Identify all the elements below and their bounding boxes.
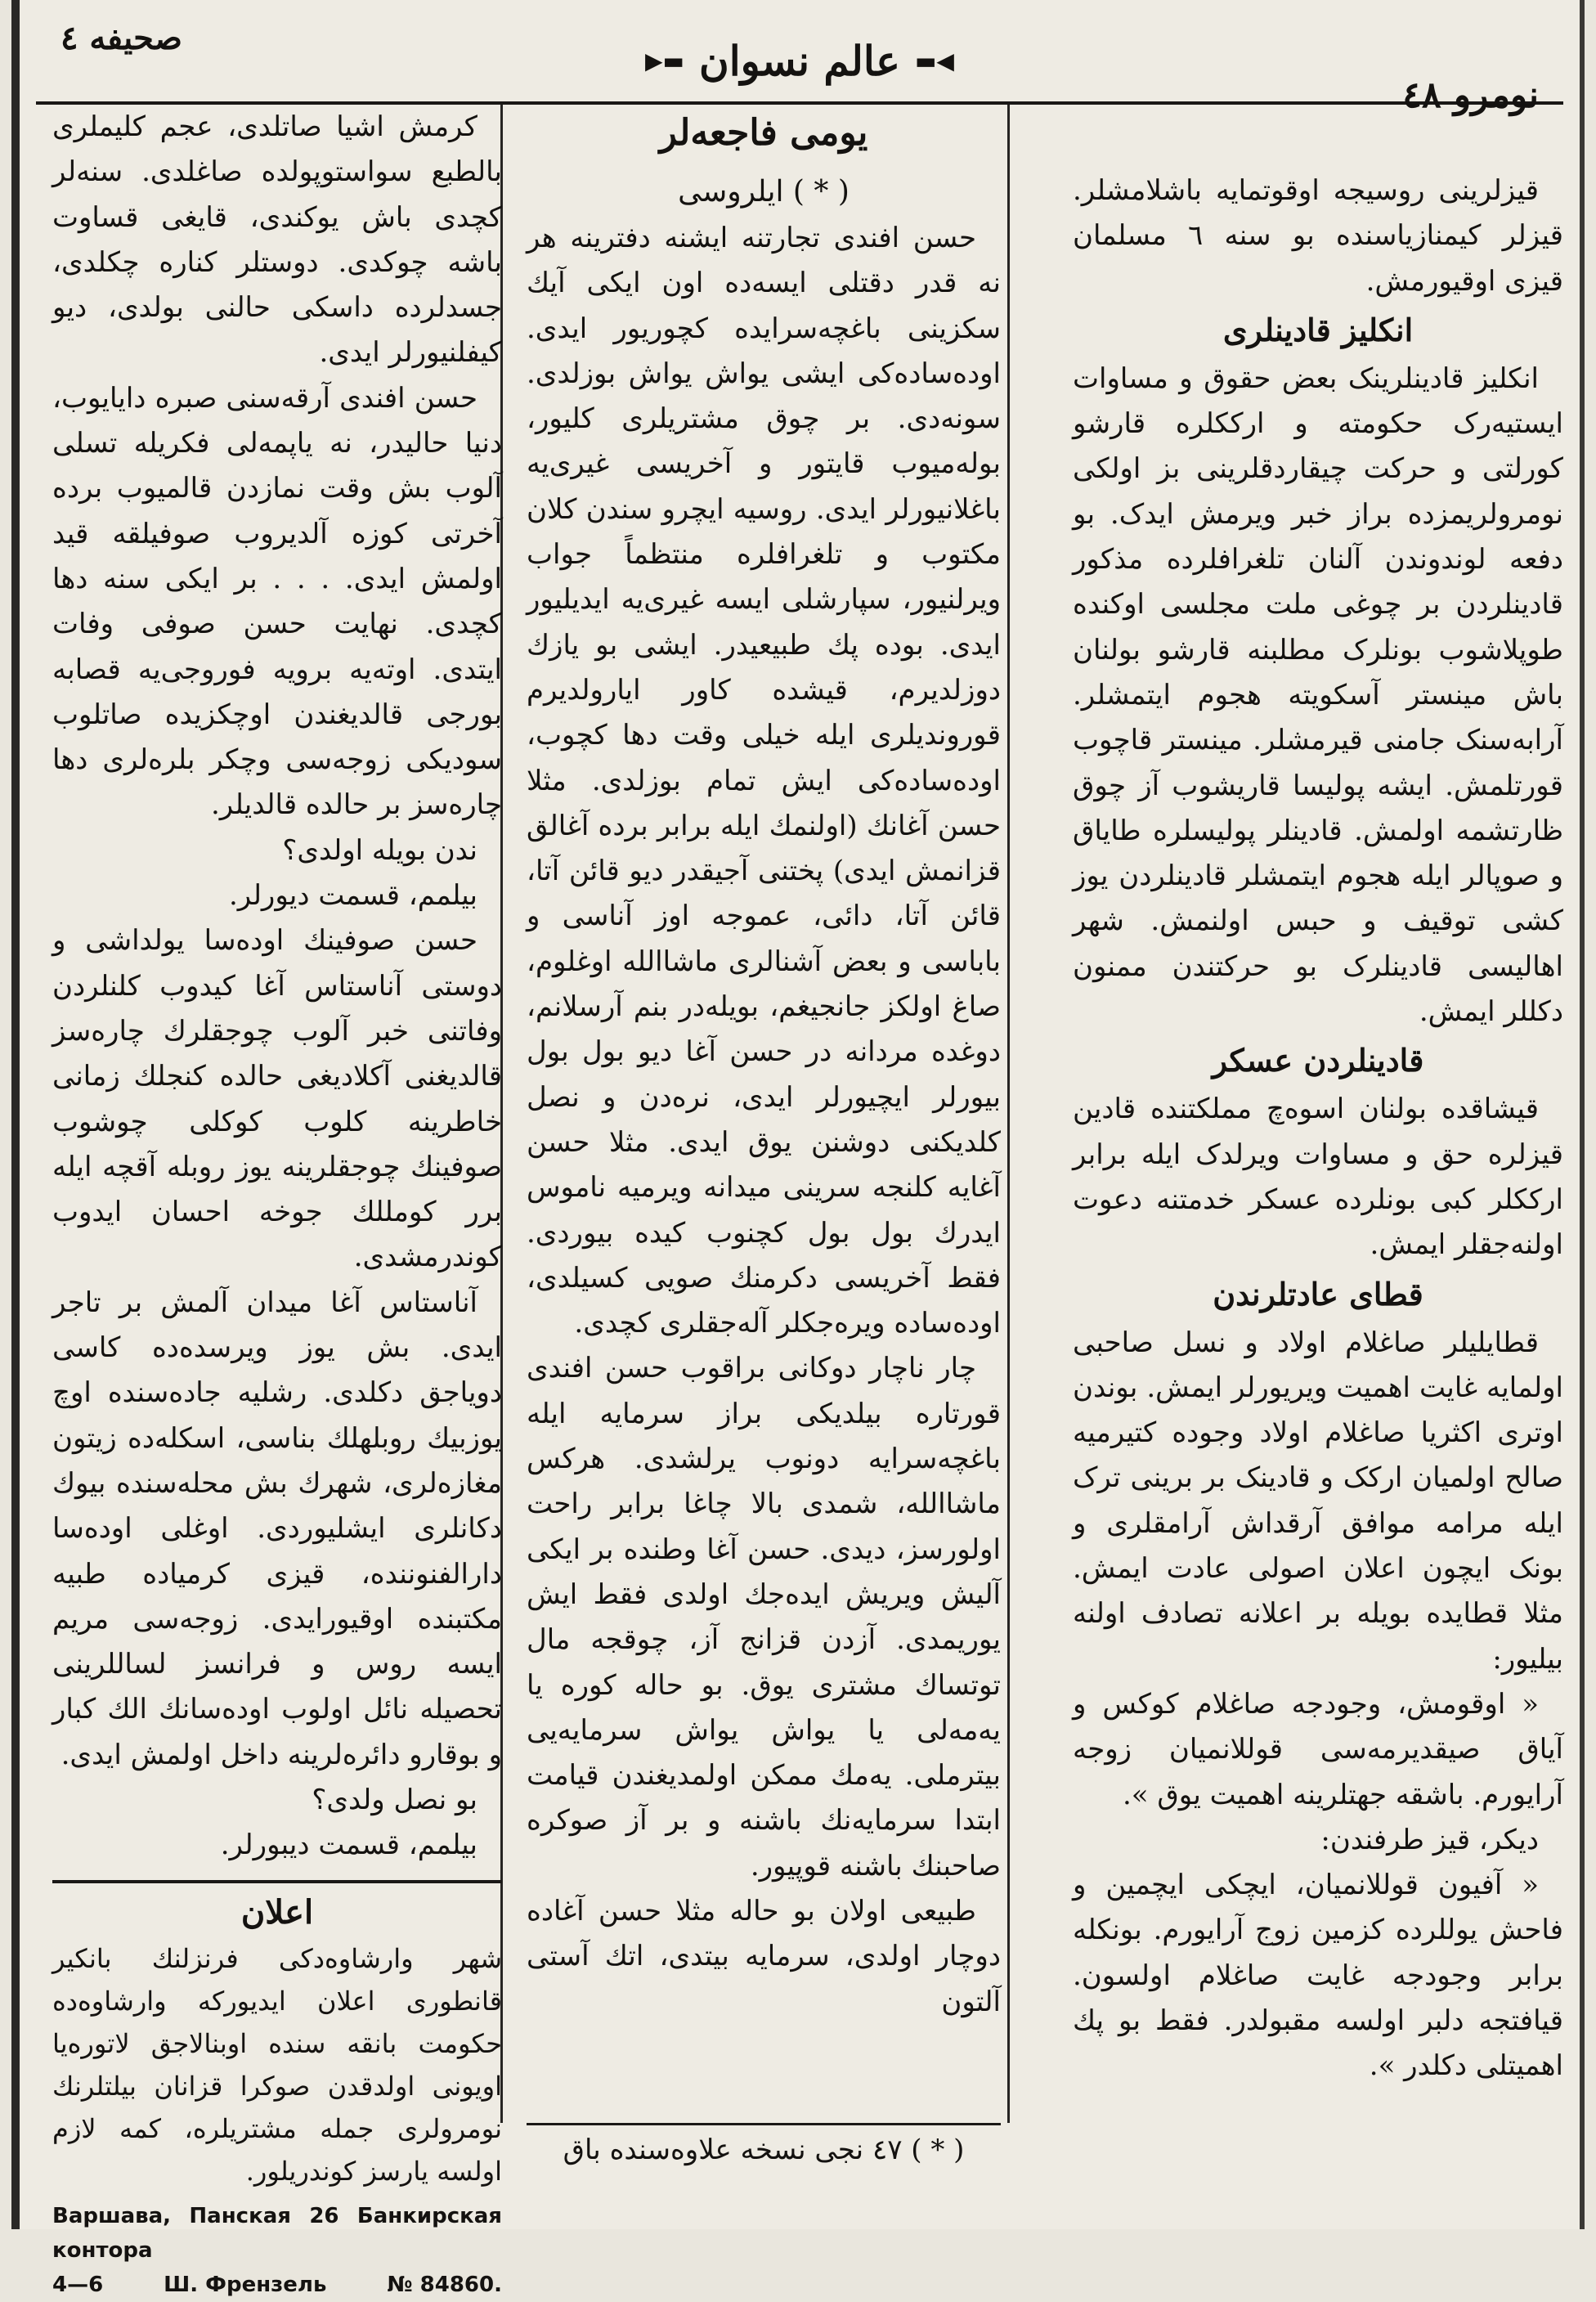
announcement-footer [52, 2199, 502, 2302]
masthead-header [36, 11, 1563, 116]
quote-two: « آفیون قوللانمیان، ایچکی ایچمین و فاحش یوللرده کزمین زوج آرایورم. بونکله برابر وجودجه غایت صاغلام اولسون. قیافتجه دلبر اولسه مقبولدر. فقط بو پك اهمیتلی دکلدر ». [1073, 1869, 1563, 2083]
quote-two-intro: دیکر، قیز طرفندن: [1320, 1823, 1539, 1856]
issue-number: نومرو ٤٨ [1402, 74, 1539, 116]
intro-paragraph: قیزلرینی روسیجه اوقوتمایه باشلامشلر. قیزلر کیمنازیاسنده بو سنه ٦ مسلمان قیزی اوقیورمش. [1073, 174, 1564, 298]
newspaper-page [11, 0, 1585, 2297]
announcement-title: اعلان [240, 1892, 314, 1932]
article-paragraph: حسن افندی تجارتنه ایشنه دفترینه هر نه قدر دقتلی ایسه‌ده اون ایکی آیك سکزینی باغچه‌سرایده کچوریور ایدی. اوده‌ساده‌کی ایشی یواش یواش بوزلدی. سونه‌دی. بر چوق مشتریلری کلیور، بوله‌میوب قایتور و آخریسی غیری‌یه باغلانیورلر ایدی. روسیه ایچرو سندن کلان مکتوب و تلغرافلره منتظماً جواب ویرلنیور، سپارشلی ایسه غیری‌یه ایدیلیور ایدی. بوده پك طبیعیدر. ایشی بو یازك دوزلدیرم، قیشده کاور ایارولدیرم قوروندیلری ایله خیلی وقت دها کچوب، اوده‌ساده‌کی ایش تمام بوزلدی. مثلا حسن آغانك (اولنمك ایله برابر برده آغالق قزانمش ایدی) پختنی آجیقدر دیو قائن آتا، قائن آتا، دائی، عموجه اوز آناسی و باباسی و بعض آشنالری ماشاالله اوغلوم، صاغ اولکز جانجیغم، بویله‌در بنم آرسلانم، دوغده مردانه در حسن آغا دیو بول بول بیورلر ایچیورلر ایدی، نره‌دن و نصل کلدیکنی دوشنن یوق ایدی. مثلا حسن آغایه کلنجه سرینی میدانه ویرمیه ناموس ایدرك بول بول کچنوب کیده بیوردی. فقط آخریسی دکرمنك صویی کسیلدی، اوده‌ساده ویره‌جکلر آله‌جقلری کچدی. [527, 222, 1001, 1340]
announcement-number: № 84860. [387, 2272, 502, 2297]
section-title-english-women: انکلیز قادینلری [1222, 311, 1414, 348]
section-title-customs: قطای عادتلرندن [1213, 1275, 1423, 1313]
article-footnote: ( * ) ٤٧ نجی نسخه علاوه‌سنده باق [527, 2123, 1001, 2174]
section-body-customs: قطایلیلر صاغلام اولاد و نسل صاحبی اولمایه غایت اهمیت ویریورلر ایمش. بوندن اوتری اکثریا صاغلام اولاد وجوده کتیرمیه صالح اولمیان ارکک و قادینک بر برینی ترک ایله مرامه موافق آرقداش آرامقلری و بونک ایچون اعلان اصولی عادت ایمش. مثلا قطایده بویله بر اعلانه تصادف اولنه بیلیور: [1073, 1326, 1563, 1676]
announcement-address: Варшава, Панская 26 Банкирская контора [52, 2203, 502, 2263]
page-number: صحیفه ٤ [61, 19, 182, 57]
announcement-rule [52, 1880, 502, 1883]
middle-column [527, 105, 1001, 2025]
section-body-women-soldiers: قیشاقده بولنان اسوه‌چ مملکتنده قادین قیزلره حق و مساوات ویرلدک ایله برابر ارککلر کبی بونلرده عسکر خدمتنه دعوت اولنه‌جقلر ایمش. [1073, 1093, 1563, 1262]
story-answer: بیلمم، قسمت دیورلر. [229, 879, 477, 913]
announcement-name: Ш. Френзель [164, 2272, 327, 2297]
story-paragraph: حسن صوفینك اوده‌سا یولداشی و دوستی آناستاس آغا کیدوب کلنلردن وفاتنی خبر آلوب چوجقلرك چاره‌سز قالدیغنی آکلادیغی حالده کنجلك زمانی خاطرینه کلوب کوکلی چوشوب صوفینك چوجقلرینه یوز روبله آقچه ایله برر کومللك جوخه احسان ایدوب کوندرمشدی. [52, 924, 502, 1274]
left-column [52, 105, 502, 2302]
right-column [1073, 168, 1563, 2089]
announcement-code: 4—6 [52, 2272, 104, 2297]
article-paragraph: چار ناچار دوکانی براقوب حسن افندی قورتاره بیلدیکی براز سرمایه ایله باغچه‌سرایه دونوب یرلشدی. هرکس ماشاالله، شمدی بالا چاغا برابر راحت اولورسز، دیدی. حسن آغا وطنده بر ایکی آلیش ویریش ایده‌جك اولدی فقط ایش یوریمدی. آزدن قزانج آز، چوقجه مال توتساك مشتری یوق. بو حاله کوره یا یه‌مه‌لی یا یواش یواش سرمایه‌یی بیترملی. یه‌مك ممکن اولمدیغندن قیامت ابتدا سرمایه‌نك باشنه و بر آز صوکره صاحبنك باشنه قوپیور. [527, 1352, 1001, 1882]
quote-one: « اوقومش، وجودجه صاغلام کوکس و آیاق صیقدیرمه‌سی قوللانمیان زوجه آرایورم. باشقه جهتلرینه اهمیت یوق ». [1073, 1687, 1563, 1811]
section-title-women-soldiers: قادینلردن عسکر [1212, 1042, 1424, 1079]
story-answer: بیلمم، قسمت دیبورلر. [220, 1829, 477, 1862]
masthead-text: عالم نسوان [699, 37, 900, 85]
ornament-left-icon: ◀▬ [914, 47, 954, 74]
story-paragraph: حسن افندی آرقه‌سنی صبره دایایوب، دنیا حالیدر، نه یاپمه‌لی فکریله تسلی آلوب بش وقت نمازدن قالمیوب برده آخرتی کوزه آلدیروب صوفیلقه قید اولمش ایدی. . . . بر ایکی سنه دها کچدی. نهایت حسن صوفی وفات ایتدی. اوته‌یه برویه فوروجی‌یه قصابه بورجی قالدیغندن اوچکزیده صاتلوب سودیکی زوجه‌سی وچکر بلره‌لری دها چاره‌سز بر حالده قالدیلر. [52, 381, 502, 822]
ornament-right-icon: ▬▶ [645, 47, 685, 74]
story-paragraph: کرمش اشیا صاتلدی، عجم کلیملری بالطبع سواستوپولده صاغلدی. سنه‌لر کچدی باش یوکندی، قایغی قساوت باشه چوکدی. دوستلر کناره چکلدی، جسدلرده داسکی حالنی بولدی، دیو کیفلنیورلر ایدی. [52, 110, 502, 370]
article-paragraph: طبیعی اولان بو حاله مثلا حسن آغاده دوچار اولدی، سرمایه بیتدی، اتك آستی آلتون [527, 1894, 1001, 2018]
section-body-english-women: انکلیز قادینلرینک بعض حقوق و مساوات ایستیه‌رک حکومته و ارککلره قارشو کورلتی و حرکت چیقاردقلرینی بز اولکی نومرولریمزده براز خبر ویرمش ایدک. بو دفعه لوندوندن آلنان تلغرافلرده مذکور قادینلردن بر چوغی ملت مجلسی اوکنده طوپلاشوب بونلرک مطلبنه قارشو بولنان باش مینستر آسکویته هجوم ایتمشلر. آرابه‌سنک جامنی قیرمشلر. مینستر قاچوب قورتلمش. ایشه پولیسا قاریشوب آز چوق ظارتشمه اولمش. قادینلر پولیسلره طایاق و صوپالر ایله هجوم ایتمشلر قادینلردن یوز کشی توقیف و حبس اولنمش. شهر اهالیسی قادینلرک بو حرکتندن ممنون دکللر ایمش. [1073, 361, 1563, 1029]
masthead-title [645, 37, 954, 85]
article-subtitle: ( * ) ایلروسی [678, 175, 850, 209]
announcement-body: شهر وارشاوه‌دکی فرنزلنك بانکیر قانطوری اعلان ایدیورکه وارشاوه‌ده حکومت بانقه سنده اوبنالاجق لاتوره‌یا اویونی اولدقدن صوکرا قزانان بیلتلرنك نومرولری جمله مشتریلره، کمه لازم اولسه یارسز کوندریلور. [52, 1942, 502, 2187]
article-title: یومی فاجعه‌لر [659, 112, 868, 154]
column-divider-right [1007, 105, 1010, 2123]
story-paragraph: آناستاس آغا میدان آلمش بر تاجر ایدی. بش یوز ویرسده‌ده کاسی دویاجق دکلدی. رشلیه جاده‌سنده اوچ یوزبیك روبلهلك بناسی، اسکله‌ده زیتون مغازه‌لری، شهرك بش محله‌سنده بیوك دکانلری ایشلیوردی. اوغلی اوده‌سا دارالفنوننده، قیزی کرمیاده طبیه مکتبنده اوقیورایدی. زوجه‌سی مریم ایسه روس و فرانسز لساللرینی تحصیله نائل اولوب اوده‌سانك الك کبار و بوقارو دائره‌لرینه داخل اولمش ایدی. [52, 1286, 502, 1771]
story-question: بو نصل ولدی؟ [312, 1783, 477, 1816]
story-question: ندن بویله اولدی؟ [282, 833, 477, 867]
